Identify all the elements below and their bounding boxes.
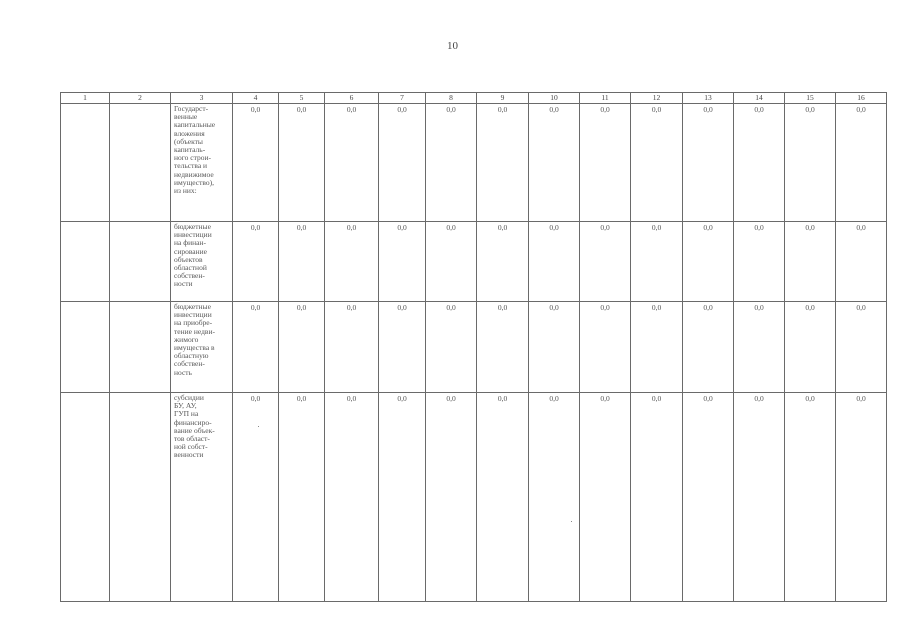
column-header: 7 (379, 93, 426, 104)
value-cell: 0,0 (325, 302, 379, 393)
value-cell: 0,0 (529, 393, 580, 602)
row-label: бюджетные инвестиции на финан- сирование объектов областной собствен- ности (171, 222, 233, 302)
value-cell: 0,0 (279, 302, 325, 393)
value-cell: 0,0 (683, 104, 734, 222)
value-cell: 0,0 (734, 222, 785, 302)
row-label: бюджетные инвестиции на приобре- тение недви- жимого имущества в областную собствен- ность (171, 302, 233, 393)
column-header: 12 (631, 93, 683, 104)
table-row (61, 104, 887, 222)
value-cell: 0,0 (580, 393, 631, 602)
value-cell: 0,0 (325, 222, 379, 302)
value-cell: 0,0 (426, 104, 477, 222)
value-cell: 0,0 (734, 104, 785, 222)
column-header: 10 (529, 93, 580, 104)
value-cell: 0,0 (233, 222, 279, 302)
row-label: Государст- венные капитальные вложения (объекты капиталь- ного строи- тельства и недвижимое имущество), из них: (171, 104, 233, 222)
value-cell: 0,0 (379, 393, 426, 602)
value-cell: 0,0 (233, 302, 279, 393)
table-row (61, 222, 887, 302)
value-cell: 0,0 (631, 222, 683, 302)
table-row (61, 302, 887, 393)
value-cell: 0,0 (426, 393, 477, 602)
column-header: 9 (477, 93, 529, 104)
table-cell (110, 393, 171, 602)
value-cell: 0,0 (785, 393, 836, 602)
value-cell: 0,0 (529, 222, 580, 302)
column-header: 11 (580, 93, 631, 104)
header-row (61, 93, 887, 104)
table-cell (61, 393, 110, 602)
value-cell: 0,0 (426, 302, 477, 393)
value-cell: 0,0 (683, 222, 734, 302)
value-cell: 0,0 (233, 393, 279, 602)
column-header: 1 (61, 93, 110, 104)
value-cell: 0,0 (836, 302, 887, 393)
budget-table (60, 92, 887, 602)
value-cell: 0,0 (580, 302, 631, 393)
value-cell: 0,0 (836, 393, 887, 602)
table-cell (110, 302, 171, 393)
value-cell: 0,0 (477, 302, 529, 393)
value-cell: 0,0 (379, 104, 426, 222)
scan-speck (258, 426, 259, 427)
table-cell (61, 104, 110, 222)
value-cell: 0,0 (379, 222, 426, 302)
column-header: 6 (325, 93, 379, 104)
table-cell (110, 222, 171, 302)
value-cell: 0,0 (580, 222, 631, 302)
value-cell: 0,0 (580, 104, 631, 222)
scan-speck (571, 521, 572, 522)
value-cell: 0,0 (279, 393, 325, 602)
value-cell: 0,0 (325, 104, 379, 222)
column-header: 8 (426, 93, 477, 104)
value-cell: 0,0 (836, 104, 887, 222)
value-cell: 0,0 (529, 104, 580, 222)
table-row (61, 393, 887, 602)
column-header: 16 (836, 93, 887, 104)
page-number: 10 (447, 40, 458, 52)
value-cell: 0,0 (325, 393, 379, 602)
value-cell: 0,0 (477, 222, 529, 302)
value-cell: 0,0 (631, 393, 683, 602)
value-cell: 0,0 (426, 222, 477, 302)
value-cell: 0,0 (477, 393, 529, 602)
row-label: субсидии БУ, АУ, ГУП на финансиро- вание объек- тов област- ной собст- венности (171, 393, 233, 602)
table-cell (61, 222, 110, 302)
table-cell (61, 302, 110, 393)
value-cell: 0,0 (233, 104, 279, 222)
column-header: 15 (785, 93, 836, 104)
column-header: 3 (171, 93, 233, 104)
value-cell: 0,0 (279, 222, 325, 302)
column-header: 4 (233, 93, 279, 104)
column-header: 2 (110, 93, 171, 104)
value-cell: 0,0 (785, 104, 836, 222)
value-cell: 0,0 (836, 222, 887, 302)
column-header: 13 (683, 93, 734, 104)
value-cell: 0,0 (785, 222, 836, 302)
value-cell: 0,0 (785, 302, 836, 393)
value-cell: 0,0 (631, 104, 683, 222)
column-header: 5 (279, 93, 325, 104)
column-header: 14 (734, 93, 785, 104)
value-cell: 0,0 (683, 393, 734, 602)
value-cell: 0,0 (631, 302, 683, 393)
value-cell: 0,0 (279, 104, 325, 222)
value-cell: 0,0 (683, 302, 734, 393)
value-cell: 0,0 (379, 302, 426, 393)
value-cell: 0,0 (477, 104, 529, 222)
table-cell (110, 104, 171, 222)
value-cell: 0,0 (734, 393, 785, 602)
value-cell: 0,0 (529, 302, 580, 393)
value-cell: 0,0 (734, 302, 785, 393)
